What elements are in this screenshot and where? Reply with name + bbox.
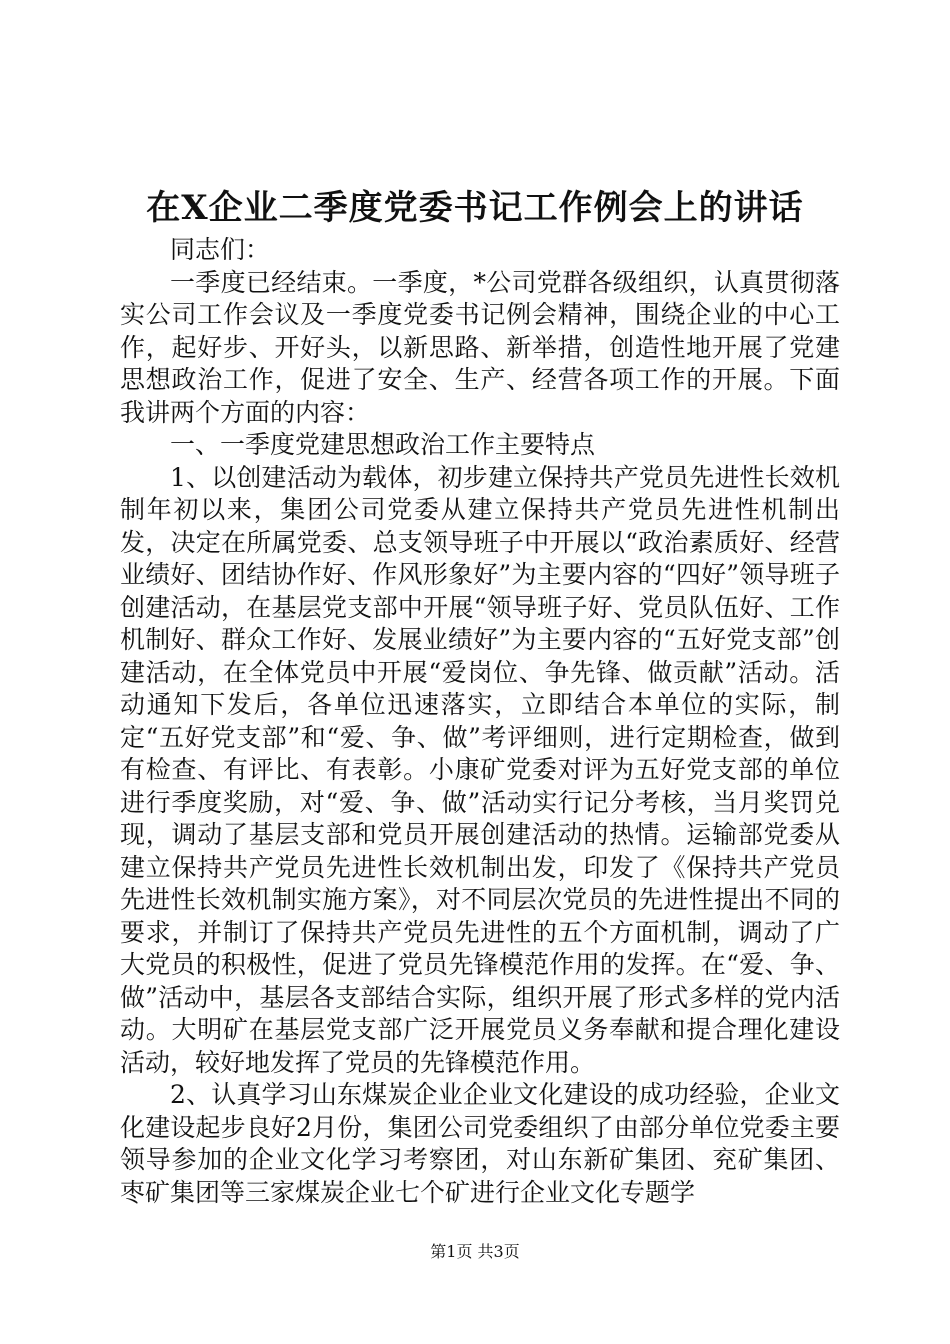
body-paragraph: 2、认真学习山东煤炭企业企业文化建设的成功经验，企业文化建设起步良好2月份，集团公司党委组织了由部分单位党委主要领导参加的企业文化学习考察团，对山东新矿集团、兖矿集团、枣矿集团等三家煤炭企业七个矿进行企业文化专题学 [120, 1080, 840, 1207]
document-body [120, 234, 840, 1209]
salutation-paragraph: 同志们： [170, 235, 271, 264]
section-heading: 一、一季度党建思想政治工作主要特点 [170, 430, 596, 459]
intro-paragraph: 一季度已经结束。一季度，*公司党群各级组织，认真贯彻落实公司工作会议及一季度党委书记例会精神，围绕企业的中心工作，起好步、开好头，以新思路、新举措，创造性地开展了党建思想政治工作，促进了安全、生产、经营各项工作的开展。下面我讲两个方面的内容： [120, 267, 840, 427]
body-paragraph: 1、以创建活动为载体，初步建立保持共产党员先进性长效机制年初以来，集团公司党委从建立保持共产党员先进性机制出发，决定在所属党委、总支领导班子中开展以“政治素质好、经营业绩好、团结协作好、作风形象好”为主要内容的“四好”领导班子创建活动，在基层党支部中开展“领导班子好、党员队伍好、工作机制好、群众工作好、发展业绩好”为主要内容的“五好党支部”创建活动，在全体党员中开展“爱岗位、争先锋、做贡献”活动。活动通知下发后，各单位迅速落实，立即结合本单位的实际，制定“五好党支部”和“爱、争、做”考评细则，进行定期检查，做到有检查、有评比、有表彰。小康矿党委对评为五好党支部的单位进行季度奖励，对“爱、争、做”活动实行记分考核，当月奖罚兑现，调动了基层支部和党员开展创建活动的热情。运输部党委从建立保持共产党员先进性长效机制出发，印发了《保持共产党员先进性长效机制实施方案》，对不同层次党员的先进性提出不同的要求，并制订了保持共产党员先进性的五个方面机制，调动了广大党员的积极性，促进了党员先锋模范作用的发挥。在“爱、争、做”活动中，基层各支部结合实际，组织开展了形式多样的党内活动。大明矿在基层党支部广泛开展党员义务奉献和提合理化建设活动，较好地发挥了党员的先锋模范作用。 [120, 462, 840, 1077]
page-number: 第1页 共3页 [430, 1242, 520, 1261]
document-title: 在X企业二季度党委书记工作例会上的讲话 [146, 188, 804, 228]
